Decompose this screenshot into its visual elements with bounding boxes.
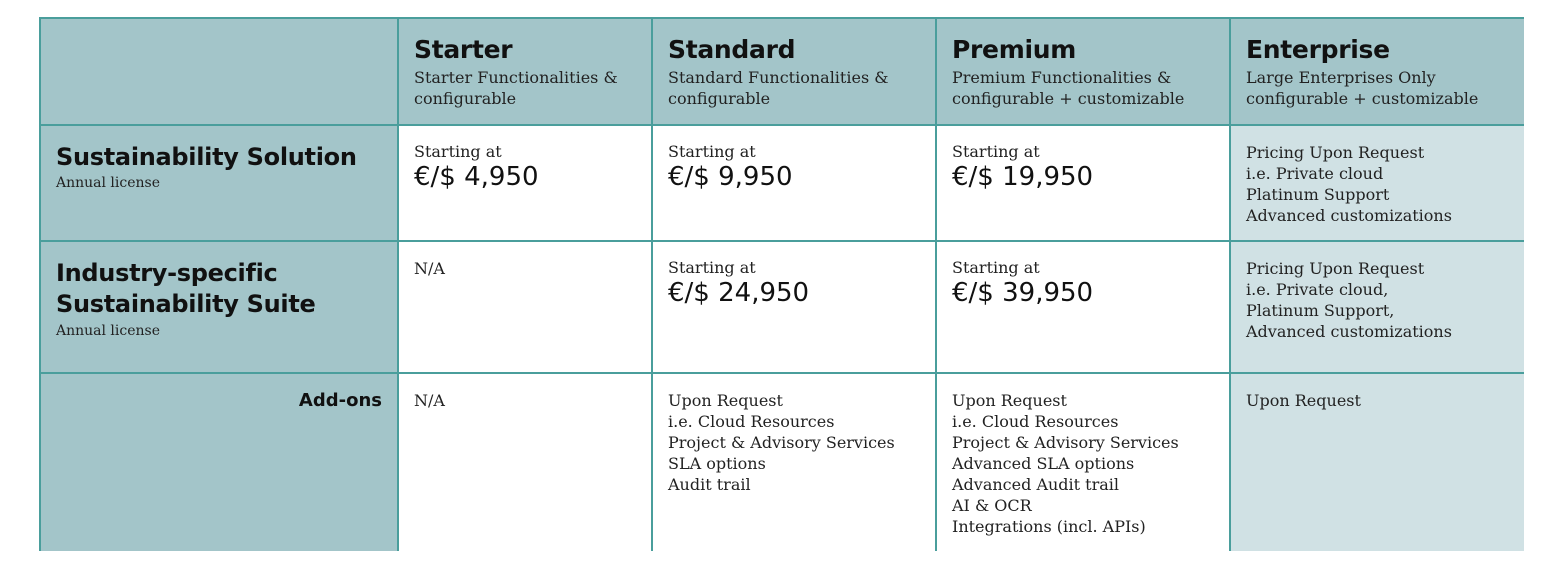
price-label: Starting at: [952, 258, 1040, 277]
not-available-text: N/A: [414, 259, 445, 278]
price-label: Starting at: [414, 142, 502, 161]
price-label: Starting at: [952, 142, 1040, 161]
addons-standard-cell: [653, 374, 937, 551]
solution-license-note: Annual license: [56, 175, 161, 191]
not-available-text: N/A: [414, 391, 445, 410]
addons-starter-cell: [399, 374, 653, 551]
price-value: €/$ 9,950: [668, 162, 793, 192]
premium-plan-subtitle: Premium Functionalities & configurable + customizable: [952, 68, 1185, 108]
premium-plan-title: Premium: [952, 35, 1076, 64]
price-label: Starting at: [668, 142, 756, 161]
price-value: €/$ 4,950: [414, 162, 539, 192]
addons-standard-list: Upon Request i.e. Cloud Resources Project & Advisory Services SLA options Audit trail: [668, 391, 895, 494]
addons-enterprise-text: Upon Request: [1246, 391, 1361, 410]
pricing-table: [39, 17, 1524, 551]
price-label: Starting at: [668, 258, 756, 277]
addons-premium-cell: [937, 374, 1231, 551]
header-starter: [399, 19, 653, 126]
solution-enterprise-cell: [1231, 126, 1524, 242]
enterprise-solution-text: Pricing Upon Request i.e. Private cloud Platinum Support Advanced customizations: [1246, 143, 1452, 225]
suite-starter-cell: [399, 242, 653, 374]
row-label-addons: [41, 374, 399, 551]
header-standard: [653, 19, 937, 126]
starter-plan-title: Starter: [414, 35, 513, 64]
solution-starter-cell: [399, 126, 653, 242]
price-value: €/$ 19,950: [952, 162, 1094, 192]
row-label-solution: [41, 126, 399, 242]
header-enterprise: [1231, 19, 1524, 126]
suite-license-note: Annual license: [56, 323, 161, 339]
solution-premium-cell: [937, 126, 1231, 242]
suite-premium-cell: [937, 242, 1231, 374]
solution-title: Sustainability Solution: [56, 143, 357, 171]
suite-standard-cell: [653, 242, 937, 374]
header-corner-cell: [41, 19, 399, 126]
enterprise-suite-text: Pricing Upon Request i.e. Private cloud, Platinum Support, Advanced customizations: [1246, 259, 1452, 341]
solution-standard-cell: [653, 126, 937, 242]
standard-plan-title: Standard: [668, 35, 796, 64]
price-value: €/$ 24,950: [668, 278, 810, 308]
suite-enterprise-cell: [1231, 242, 1524, 374]
suite-title: Industry-specific Sustainability Suite: [56, 259, 316, 318]
addons-premium-list: Upon Request i.e. Cloud Resources Project & Advisory Services Advanced SLA options Advanced Audit trail AI & OCR Integrations (incl. APIs): [952, 391, 1179, 536]
starter-plan-subtitle: Starter Functionalities & configurable: [414, 68, 618, 108]
addons-title: Add-ons: [298, 390, 382, 411]
addons-enterprise-cell: [1231, 374, 1524, 551]
price-value: €/$ 39,950: [952, 278, 1094, 308]
header-premium: [937, 19, 1231, 126]
standard-plan-subtitle: Standard Functionalities & configurable: [668, 68, 889, 108]
enterprise-plan-subtitle: Large Enterprises Only configurable + customizable: [1246, 68, 1479, 108]
enterprise-plan-title: Enterprise: [1246, 35, 1390, 64]
row-label-suite: [41, 242, 399, 374]
